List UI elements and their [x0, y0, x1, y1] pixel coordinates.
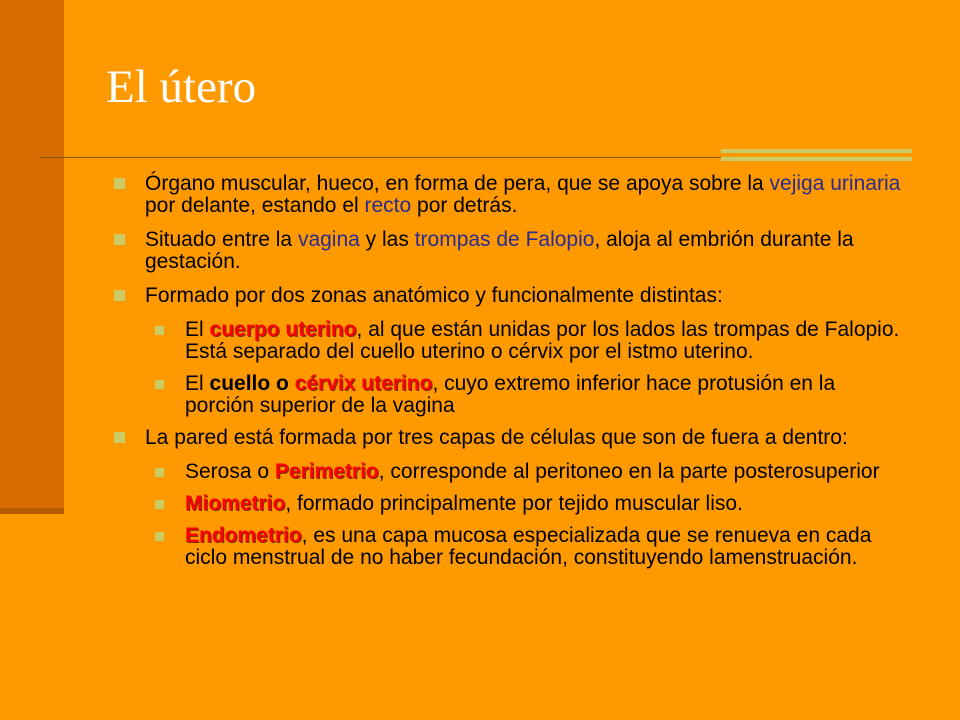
side-bar	[0, 0, 64, 512]
term-link: vagina	[297, 228, 360, 251]
side-bar-shadow	[0, 508, 64, 514]
term-link: vejiga urinaria	[769, 172, 901, 195]
square-bullet-icon	[155, 468, 164, 477]
emphasis-term: Perimetrio	[274, 460, 379, 483]
emphasis-term: cuerpo uterino	[209, 318, 357, 341]
square-bullet-icon	[114, 234, 125, 245]
bullet-item: Situado entre la vagina y las trompas de Falopio, aloja al embrión durante la gestación.	[112, 229, 902, 273]
square-bullet-icon	[114, 432, 125, 443]
sub-bullet-item: Endometrio, es una capa mucosa especializada que se renueva en cada ciclo menstrual de no haber fecundación, constituyendo lamenstruación.	[154, 525, 902, 569]
square-bullet-icon	[114, 290, 125, 301]
square-bullet-icon	[114, 178, 125, 189]
emphasis-term: Miometrio	[185, 492, 286, 515]
slide-title: El útero	[106, 61, 257, 113]
emphasis-term: cérvix uterino	[294, 372, 433, 395]
accent-bars	[721, 149, 912, 165]
term-link: trompas de Falopio	[414, 228, 595, 251]
sub-bullet-item: El cuerpo uterino, al que están unidas por los lados las trompas de Falopio. Está separado del cuello uterino o cérvix por el istmo uterino.	[154, 319, 902, 363]
slide-content	[112, 173, 902, 579]
bullet-item: Órgano muscular, hueco, en forma de pera, que se apoya sobre la vejiga urinaria por delante, estando el recto por detrás.	[112, 173, 902, 217]
bullet-item: Formado por dos zonas anatómico y funcionalmente distintas:	[112, 285, 902, 307]
square-bullet-icon	[155, 532, 164, 541]
sub-bullet-item: El cuello o cérvix uterino, cuyo extremo inferior hace protusión en la porción superior de la vagina	[154, 373, 902, 417]
sub-bullet-item: Serosa o Perimetrio, corresponde al peritoneo en la parte posterosuperior	[154, 461, 902, 483]
term-link: recto	[364, 194, 412, 217]
sub-bullet-item: Miometrio, formado principalmente por tejido muscular liso.	[154, 493, 902, 515]
square-bullet-icon	[155, 326, 164, 335]
square-bullet-icon	[155, 380, 164, 389]
emphasis-term: Endometrio	[185, 524, 302, 547]
square-bullet-icon	[155, 500, 164, 509]
bullet-item: La pared está formada por tres capas de células que son de fuera a dentro:	[112, 427, 902, 449]
